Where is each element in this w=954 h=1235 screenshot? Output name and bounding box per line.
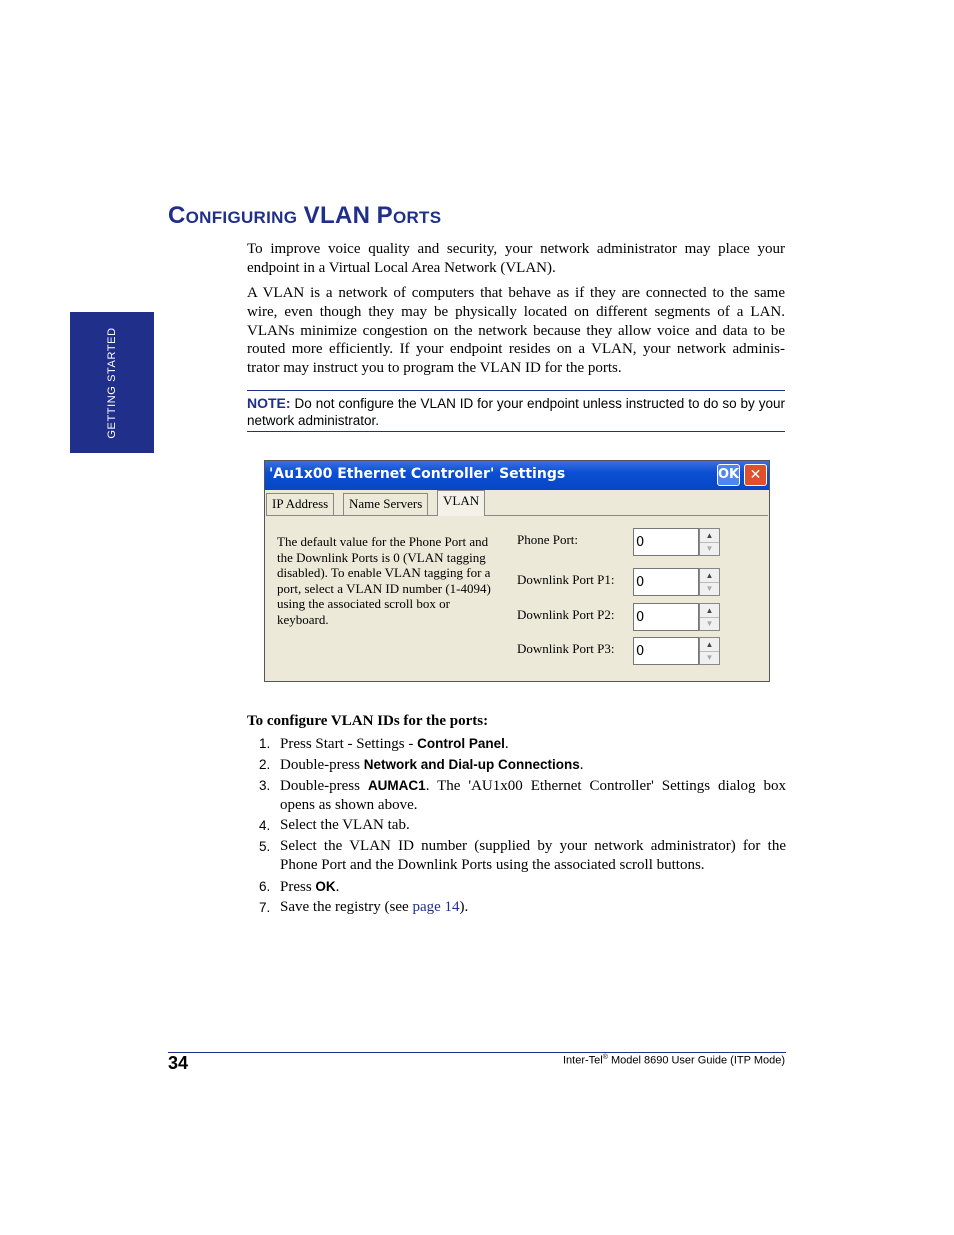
downlink-p3-spinner[interactable]: [699, 637, 720, 665]
tab-ip-address[interactable]: IP Address: [266, 493, 334, 515]
spin-up-icon[interactable]: ▲: [700, 604, 719, 618]
spin-down-icon[interactable]: ▼: [705, 619, 714, 628]
spin-down-icon[interactable]: ▼: [705, 584, 714, 593]
downlink-p2-spinner[interactable]: [699, 603, 720, 631]
step-item: 7. Save the registry (see page 14).: [259, 899, 469, 915]
vlan-paragraph: A VLAN is a network of computers that behave as if they are connected to the same wire, even though they may be physically located on different segments of a LAN. VLANs minimize congestion on the network because they allow voice and data to be routed more efficiently. If your endpoint resides on a VLAN, your network adminis-trator may instruct you to program the VLAN ID for the ports.: [247, 285, 785, 377]
spin-up-icon[interactable]: ▲: [700, 569, 719, 583]
downlink-p3-input[interactable]: [633, 637, 699, 665]
vlan-description: The default value for the Phone Port and the Downlink Ports is 0 (VLAN tagging disabled). To enable VLAN tagging for a port, select a VLAN ID number (1-4094) using the associated scroll box or keyboard.: [277, 534, 491, 627]
downlink-p2-input[interactable]: [633, 603, 699, 631]
phone-port-input[interactable]: [633, 528, 699, 556]
spin-down-icon[interactable]: ▼: [705, 544, 714, 553]
footer-rule: [168, 1052, 786, 1053]
dialog-ok-button[interactable]: OK: [717, 464, 740, 486]
step-item: 6. Press OK.: [259, 879, 340, 895]
downlink-p3-label: Downlink Port P3:: [517, 641, 615, 656]
tab-name-servers[interactable]: Name Servers: [343, 493, 428, 515]
intro-paragraph: To improve voice quality and security, your network administrator may place your endpoint in a Virtual Local Area Network (VLAN).: [247, 241, 785, 276]
dialog-title: 'Au1x00 Ethernet Controller' Settings: [269, 466, 566, 482]
spin-up-icon[interactable]: ▲: [700, 638, 719, 652]
page-link[interactable]: page 14: [412, 899, 460, 915]
side-tab-label: GETTING STARTED: [106, 326, 118, 439]
downlink-p1-input[interactable]: [633, 568, 699, 596]
page-number: 34: [168, 1053, 189, 1073]
phone-port-spinner[interactable]: [699, 528, 720, 556]
tab-vlan[interactable]: VLAN: [437, 490, 485, 516]
phone-port-label: Phone Port:: [517, 532, 579, 547]
step-item: 2. Double-press Network and Dial-up Connections.: [259, 757, 584, 773]
close-icon: ✕: [749, 467, 762, 483]
step-item: 1. Press Start - Settings - Control Panel.: [259, 736, 509, 752]
dialog-titlebar: [265, 461, 769, 490]
page-title: CONFIGURING VLAN PORTS: [168, 202, 442, 229]
footer-title: Inter-Tel® Model 8690 User Guide (ITP Mode): [562, 1054, 785, 1067]
section-side-tab: [70, 312, 154, 453]
procedure-heading: To configure VLAN IDs for the ports:: [247, 713, 489, 729]
note-box: [247, 390, 785, 432]
note-text: Do not configure the VLAN ID for your endpoint unless instructed to do so by your network administrator.: [247, 396, 785, 428]
step-item: 5. Select the VLAN ID number (supplied by your network administrator) for the Phone Port and the Downlink Ports using the associated scroll buttons.: [259, 838, 786, 873]
downlink-p1-spinner[interactable]: [699, 568, 720, 596]
downlink-p2-label: Downlink Port P2:: [517, 607, 615, 622]
downlink-p1-label: Downlink Port P1:: [517, 572, 615, 587]
step-item: 3. Double-press AUMAC1. The 'AU1x00 Ethernet Controller' Settings dialog box opens as shown above.: [259, 778, 786, 813]
spin-up-icon[interactable]: ▲: [700, 529, 719, 543]
dialog-close-button[interactable]: [744, 464, 767, 486]
note-label: NOTE:: [247, 395, 291, 411]
step-item: 4. Select the VLAN tab.: [259, 817, 410, 833]
spin-down-icon[interactable]: ▼: [705, 653, 714, 662]
